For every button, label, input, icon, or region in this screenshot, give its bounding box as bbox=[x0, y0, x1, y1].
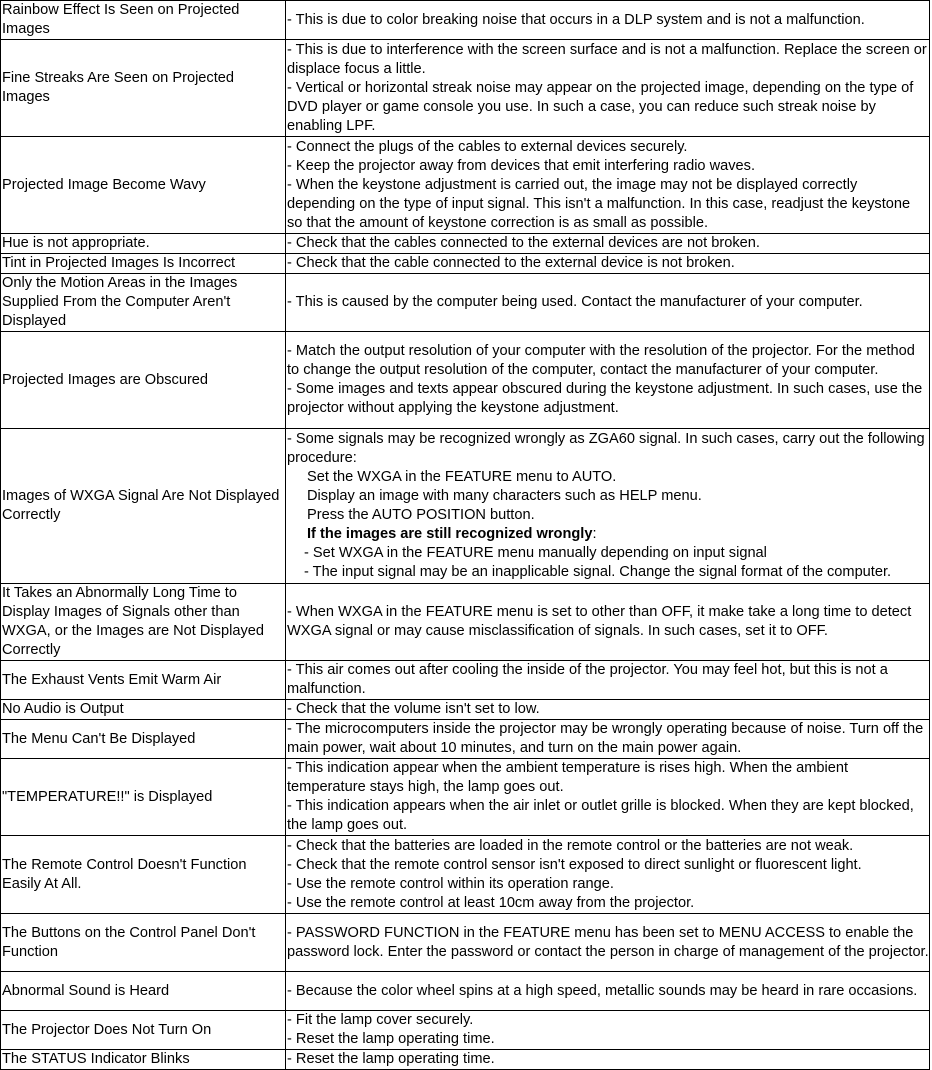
remedy-line-emphasis: If the images are still recognized wrongly bbox=[307, 526, 593, 542]
remedy-line: - This is caused by the computer being used. Contact the manufacturer of your computer. bbox=[287, 294, 863, 310]
remedy-cell bbox=[286, 429, 930, 584]
remedy-cell bbox=[286, 40, 930, 137]
problem-cell: Fine Streaks Are Seen on Projected Images bbox=[1, 40, 286, 137]
remedy-cell bbox=[286, 720, 930, 759]
remedy-line-tail: : bbox=[592, 526, 597, 542]
remedy-line: - Check that the cables connected to the external devices are not broken. bbox=[287, 235, 760, 251]
remedy-line: - Check that the remote control sensor isn't exposed to direct sunlight or fluorescent light. bbox=[287, 856, 862, 873]
table-row bbox=[1, 914, 930, 972]
remedy-line: - Vertical or horizontal streak noise may appear on the projected image, depending on the type of DVD player or game console you use. In such a case, you can reduce such streak noise by enabling LPF. bbox=[287, 79, 914, 134]
problem-cell: The Remote Control Doesn't Function Easily At All. bbox=[1, 836, 286, 914]
remedy-line: - When the keystone adjustment is carried out, the image may not be displayed correctly depending on the type of input signal. This isn't a malfunction. In this case, readjust the keystone so that the amount of keystone correction is as small as possible. bbox=[287, 176, 911, 231]
remedy-line: - Check that the batteries are loaded in the remote control or the batteries are not weak. bbox=[287, 837, 854, 854]
problem-cell: Projected Image Become Wavy bbox=[1, 137, 286, 234]
table-row bbox=[1, 836, 930, 914]
remedy-cell bbox=[286, 1, 930, 40]
problem-cell: The Menu Can't Be Displayed bbox=[1, 720, 286, 759]
remedy-cell bbox=[286, 836, 930, 914]
remedy-line: - Some images and texts appear obscured during the keystone adjustment. In such cases, use the projector without applying the keystone adjustment. bbox=[287, 381, 923, 416]
remedy-line: - This is due to interference with the screen surface and is not a malfunction. Replace the screen or displace focus a little. bbox=[287, 41, 927, 77]
remedy-line: - When WXGA in the FEATURE menu is set to other than OFF, it make take a long time to detect WXGA signal or may cause misclassification of signals. In such cases, set it to OFF. bbox=[287, 604, 912, 639]
remedy-line: - Reset the lamp operating time. bbox=[287, 1031, 495, 1047]
remedy-line: - Keep the projector away from devices that emit interfering radio waves. bbox=[287, 157, 756, 174]
remedy-line: - Reset the lamp operating time. bbox=[287, 1051, 495, 1067]
problem-cell: Abnormal Sound is Heard bbox=[1, 972, 286, 1011]
problem-cell: Tint in Projected Images Is Incorrect bbox=[1, 254, 286, 274]
remedy-cell bbox=[286, 137, 930, 234]
problem-cell: Hue is not appropriate. bbox=[1, 234, 286, 254]
problem-cell: Images of WXGA Signal Are Not Displayed Correctly bbox=[1, 429, 286, 584]
remedy-cell bbox=[286, 661, 930, 700]
remedy-cell bbox=[286, 274, 930, 332]
problem-cell: "TEMPERATURE!!" is Displayed bbox=[1, 759, 286, 836]
problem-cell: The Exhaust Vents Emit Warm Air bbox=[1, 661, 286, 700]
troubleshooting-table-body bbox=[1, 1, 930, 1070]
remedy-line: - Check that the cable connected to the external device is not broken. bbox=[287, 255, 735, 271]
table-row bbox=[1, 137, 930, 234]
remedy-line: Display an image with many characters such as HELP menu. bbox=[307, 488, 702, 504]
table-row bbox=[1, 254, 930, 274]
table-row bbox=[1, 759, 930, 836]
table-row bbox=[1, 1050, 930, 1070]
remedy-cell bbox=[286, 1011, 930, 1050]
table-row bbox=[1, 661, 930, 700]
problem-cell: No Audio is Output bbox=[1, 700, 286, 720]
remedy-line: - Because the color wheel spins at a high speed, metallic sounds may be heard in rare occasions. bbox=[287, 982, 918, 999]
remedy-line: Set the WXGA in the FEATURE menu to AUTO. bbox=[307, 469, 617, 485]
table-row bbox=[1, 1011, 930, 1050]
remedy-line: - Some signals may be recognized wrongly as ZGA60 signal. In such cases, carry out the following procedure: bbox=[287, 431, 925, 466]
remedy-line: - The input signal may be an inapplicable signal. Change the signal format of the computer. bbox=[304, 564, 892, 580]
remedy-line: - Match the output resolution of your computer with the resolution of the projector. For the method to change the output resolution of the computer, contact the manufacturer of your computer. bbox=[287, 343, 915, 378]
table-row bbox=[1, 720, 930, 759]
table-row bbox=[1, 1, 930, 40]
problem-cell: Only the Motion Areas in the Images Supplied From the Computer Aren't Displayed bbox=[1, 274, 286, 332]
remedy-line: - Use the remote control at least 10cm away from the projector. bbox=[287, 894, 695, 911]
remedy-line: - This indication appear when the ambient temperature is rises high. When the ambient temperature stays high, the lamp goes out. bbox=[287, 760, 849, 795]
problem-cell: The Projector Does Not Turn On bbox=[1, 1011, 286, 1050]
problem-cell: The Buttons on the Control Panel Don't Function bbox=[1, 914, 286, 972]
problem-cell: The STATUS Indicator Blinks bbox=[1, 1050, 286, 1070]
table-row bbox=[1, 332, 930, 429]
table-row bbox=[1, 584, 930, 661]
remedy-cell bbox=[286, 759, 930, 836]
table-row bbox=[1, 234, 930, 254]
problem-cell: It Takes an Abnormally Long Time to Display Images of Signals other than WXGA, or the Images are Not Displayed Correctly bbox=[1, 584, 286, 661]
table-row bbox=[1, 40, 930, 137]
remedy-cell bbox=[286, 700, 930, 720]
remedy-cell bbox=[286, 332, 930, 429]
remedy-line: - Fit the lamp cover securely. bbox=[287, 1012, 474, 1028]
remedy-line: - Use the remote control within its operation range. bbox=[287, 875, 614, 892]
remedy-cell bbox=[286, 254, 930, 274]
remedy-line: Press the AUTO POSITION button. bbox=[307, 507, 535, 523]
remedy-line: - The microcomputers inside the projector may be wrongly operating because of noise. Turn off the main power, wait about 10 minutes, and turn on the main power again. bbox=[287, 721, 924, 756]
remedy-line: - Set WXGA in the FEATURE menu manually depending on input signal bbox=[304, 545, 767, 561]
remedy-cell bbox=[286, 234, 930, 254]
remedy-line: - This air comes out after cooling the inside of the projector. You may feel hot, but this is not a malfunction. bbox=[287, 662, 888, 697]
problem-cell: Rainbow Effect Is Seen on Projected Images bbox=[1, 1, 286, 40]
table-row bbox=[1, 972, 930, 1011]
remedy-line: - This indication appears when the air inlet or outlet grille is blocked. When they are kept blocked, the lamp goes out. bbox=[287, 798, 914, 833]
remedy-line: - Connect the plugs of the cables to external devices securely. bbox=[287, 138, 688, 155]
remedy-line: - This is due to color breaking noise that occurs in a DLP system and is not a malfunction. bbox=[287, 11, 865, 28]
table-row bbox=[1, 429, 930, 584]
table-row bbox=[1, 700, 930, 720]
remedy-line: - Check that the volume isn't set to low. bbox=[287, 701, 540, 717]
remedy-line: - PASSWORD FUNCTION in the FEATURE menu has been set to MENU ACCESS to enable the password lock. Enter the password or contact the person in charge of management of the projector. bbox=[287, 924, 929, 960]
remedy-cell bbox=[286, 1050, 930, 1070]
remedy-cell bbox=[286, 584, 930, 661]
remedy-line bbox=[287, 525, 929, 544]
remedy-cell bbox=[286, 914, 930, 972]
table-row bbox=[1, 274, 930, 332]
remedy-cell bbox=[286, 972, 930, 1011]
problem-cell: Projected Images are Obscured bbox=[1, 332, 286, 429]
